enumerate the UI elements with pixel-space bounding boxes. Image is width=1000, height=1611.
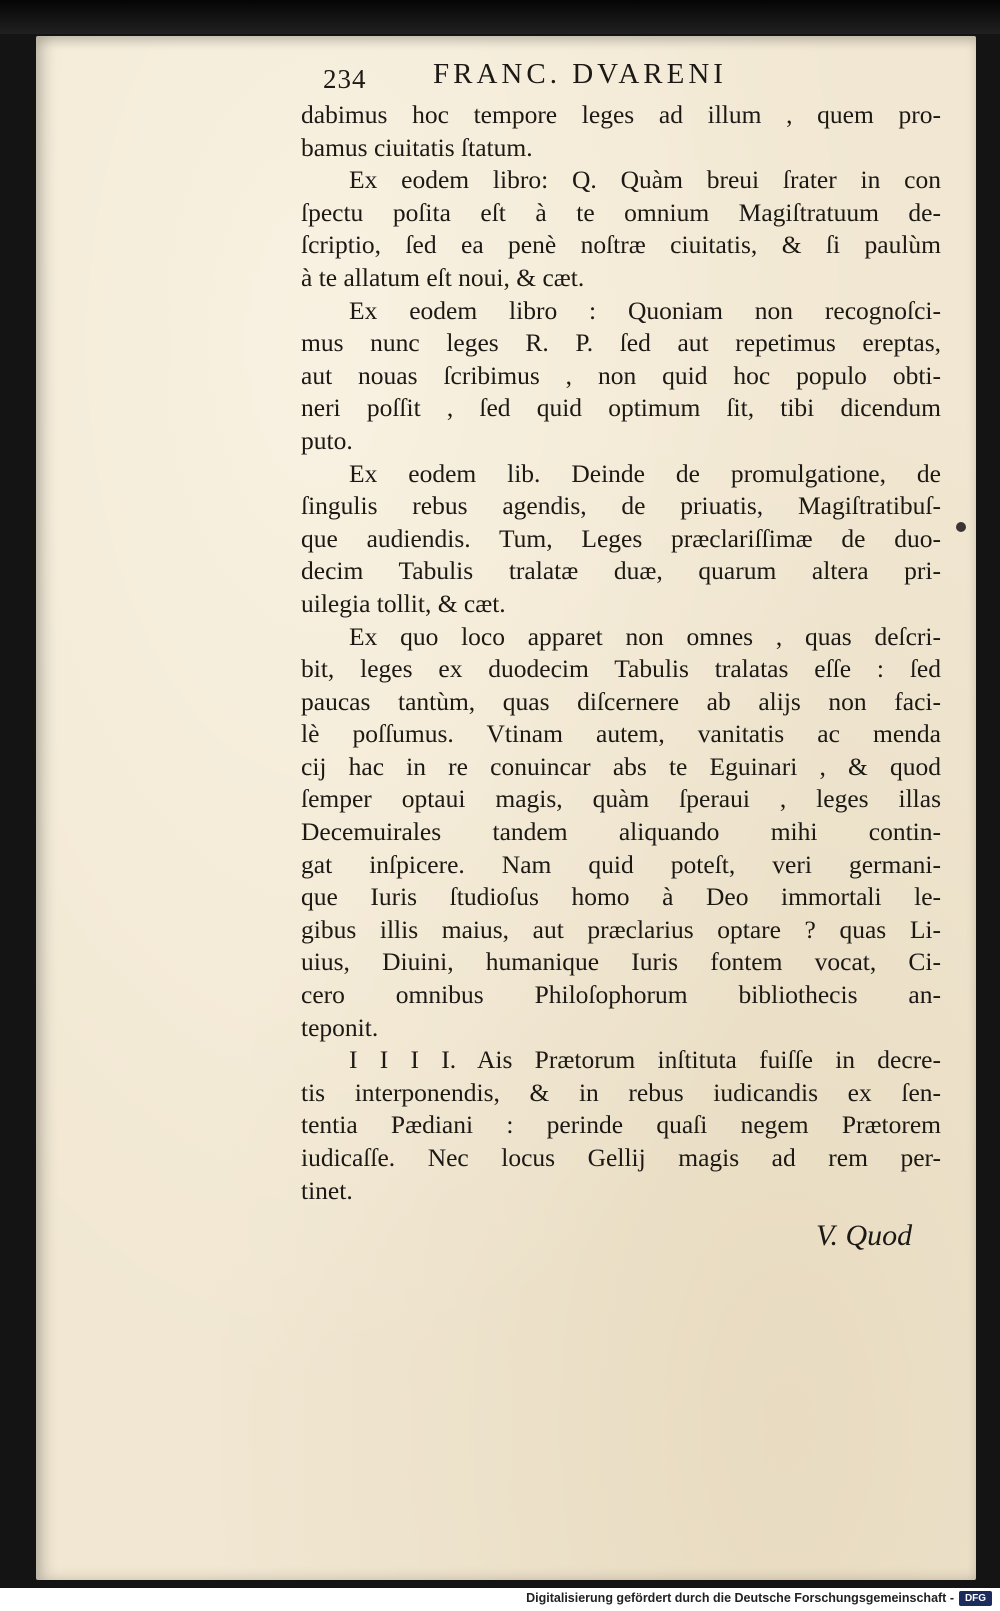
text-line: decim Tabulis tralatæ duæ, quarum altera pri- — [301, 556, 941, 586]
funding-credit: Digitalisierung gefördert durch die Deutsche Forschungsgemeinschaft - — [526, 1591, 954, 1605]
text-line: paucas tantùm, quas diſcernere ab alijs non faci- — [301, 686, 941, 716]
text-line: que audiendis. Tum, Leges præclariſſimæ de duo- — [301, 523, 941, 553]
text-line: ſcriptio, ſed ea penè noſtræ ciuitatis, & ſi paulùm — [301, 230, 941, 260]
text-line: cero omnibus Philoſophorum bibliothecis an- — [301, 980, 941, 1010]
text-line: ſemper optaui magis, quàm ſperaui , leges illas — [301, 784, 941, 814]
text-line: bamus ciuitatis ſtatum. — [301, 132, 533, 162]
page-number: 234 — [323, 64, 367, 94]
text-line: iudicaſſe. Nec locus Gellij magis ad rem per- — [301, 1143, 941, 1172]
text-line: Ex eodem lib. Deinde de promulgatione, de — [349, 458, 941, 488]
text-line: ſpectu poſita eſt à te omnium Magiſtratuum de- — [301, 197, 941, 227]
text-line: lè poſſumus. Vtinam autem, vanitatis ac menda — [301, 719, 941, 749]
catchword: V. Quod — [816, 1219, 913, 1252]
book-page — [36, 36, 976, 1580]
text-line: neri poſſit , ſed quid optimum ſit, tibi dicendum — [301, 393, 941, 423]
text-line: à te allatum eſt noui, & cæt. — [301, 262, 585, 292]
body-text — [301, 99, 941, 1207]
text-line: Decemuirales tandem aliquando mihi contin- — [301, 817, 941, 847]
text-line: Ex eodem libro : Quoniam non recognoſci- — [349, 295, 941, 325]
text-line: bit, leges ex duodecim Tabulis tralatas eſſe : ſed — [301, 654, 941, 684]
text-line: tinet. — [301, 1175, 353, 1205]
text-line: teponit. — [301, 1012, 379, 1042]
digitization-footer — [0, 1588, 1000, 1611]
text-line: cij hac in re conuincar abs te Eguinari , & quod — [301, 751, 941, 781]
text-line: mus nunc leges R. P. ſed aut repetimus ereptas, — [301, 328, 941, 358]
dfg-logo: DFG — [959, 1591, 992, 1606]
running-title: FRANC. DVARENI — [433, 58, 727, 90]
text-line: tis interponendis, & in rebus iudicandis ex ſen- — [301, 1077, 941, 1107]
text-line: tentia Pædiani : perinde quaſi negem Prætorem — [301, 1110, 941, 1140]
page-header — [323, 58, 843, 102]
text-line: Ex quo loco apparet non omnes , quas deſcri- — [349, 621, 941, 651]
text-line: uius, Diuini, humanique Iuris fontem vocat, Ci- — [301, 947, 941, 977]
scan-top-edge — [0, 0, 1000, 34]
text-line: gat inſpicere. Nam quid poteſt, veri germani- — [301, 849, 941, 879]
text-line: dabimus hoc tempore leges ad illum , quem pro- — [301, 100, 941, 129]
text-line: que Iuris ſtudioſus homo à Deo immortali le- — [301, 882, 941, 912]
ink-blot-mark — [956, 522, 966, 532]
text-line: gibus illis maius, aut præclarius optare ? quas Li- — [301, 914, 941, 944]
text-line: I I I I. Ais Prætorum inſtituta fuiſſe in decre- — [349, 1045, 941, 1075]
text-line: uilegia tollit, & cæt. — [301, 588, 506, 618]
text-line: Ex eodem libro: Q. Quàm breui ſrater in con — [349, 165, 941, 195]
text-line: puto. — [301, 425, 353, 455]
text-line: ſingulis rebus agendis, de priuatis, Magiſtratibuſ- — [301, 491, 941, 521]
text-line: aut nouas ſcribimus , non quid hoc populo obti- — [301, 360, 941, 390]
